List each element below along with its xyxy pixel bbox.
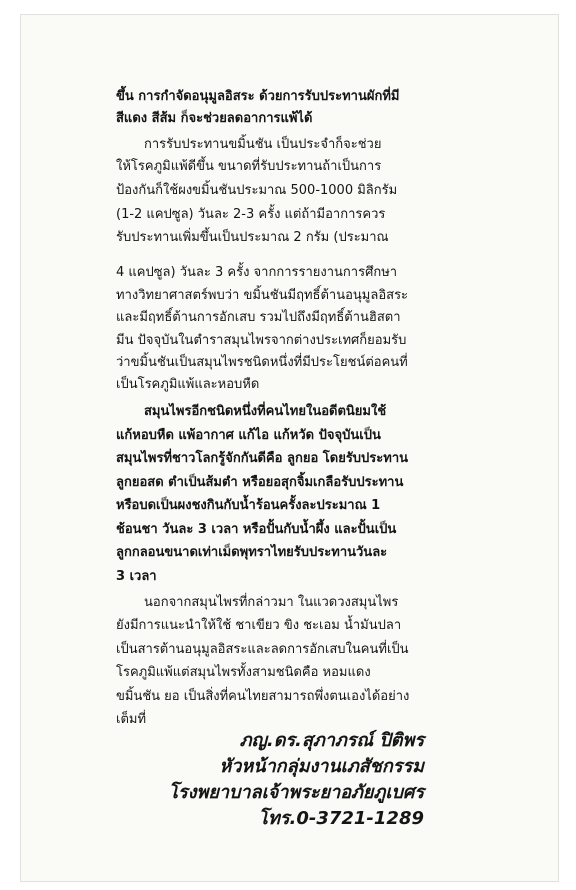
article-line: มีน ปัจจุบันในตำราสมุนไพรจากต่างประเทศก็ยอมรับ bbox=[116, 333, 407, 348]
article-line: (1-2 แคปซูล) วันละ 2-3 ครั้ง แต่ถ้ามีอาการควร bbox=[116, 207, 386, 222]
article-line: และมีฤทธิ์ต้านการอักเสบ รวมไปถึงมีฤทธิ์ต้านฮิสตา bbox=[116, 310, 401, 325]
article-line: แก้หอบหืด แพ้อากาศ แก้ไอ แก้หวัด ปัจจุบันเป็น bbox=[116, 428, 381, 443]
author-phone: โทร.0-3721-1289 bbox=[258, 808, 424, 829]
article-line: ช้อนชา วันละ 3 เวลา หรือปั้นกับน้ำผึ้ง และปั้นเป็น bbox=[116, 522, 397, 537]
article-line: หรือบดเป็นผงชงกินกับน้ำร้อนครั้งละประมาณ 1 bbox=[116, 498, 381, 513]
article-line: เป็นสารต้านอนุมูลอิสระและลดการอักเสบในคนที่เป็น bbox=[116, 642, 409, 657]
article-line: สมุนไพรที่ชาวโลกรู้จักกันดีคือ ลูกยอ โดยรับประทาน bbox=[116, 451, 409, 466]
article-line: 3 เวลา bbox=[116, 569, 157, 584]
article-line: รับประทานเพิ่มขึ้นเป็นประมาณ 2 กรัม (ประมาณ bbox=[116, 230, 389, 245]
article-line: ให้โรคภูมิแพ้ดีขึ้น ขนาดที่รับประทานถ้าเป็นการ bbox=[116, 159, 382, 174]
article-line: ลูกกลอนขนาดเท่าเม็ดพุทราไทยรับประทานวันละ bbox=[116, 545, 388, 560]
article-line: ลูกยอสด ตำเป็นส้มตำ หรือยอสุกจิ้มเกลือรับประทาน bbox=[116, 475, 404, 490]
article-line: โรคภูมิแพ้แต่สมุนไพรทั้งสามชนิดคือ หอมแดง bbox=[116, 665, 371, 680]
article-line: เป็นโรคภูมิแพ้และหอบหืด bbox=[116, 377, 260, 392]
article-line: นอกจากสมุนไพรที่กล่าวมา ในแวดวงสมุนไพร bbox=[144, 595, 399, 610]
article-line: เต็มที่ bbox=[116, 712, 147, 727]
article-line: สมุนไพรอีกชนิดหนึ่งที่คนไทยในอดีตนิยมใช้ bbox=[144, 404, 387, 419]
article-line: สีแดง สีส้ม ก็จะช่วยลดอาการแพ้ได้ bbox=[116, 111, 313, 126]
article-line: ขมิ้นชัน ยอ เป็นสิ่งที่คนไทยสามารถพึ่งตนเองได้อย่าง bbox=[116, 689, 410, 704]
article-line: ว่าขมิ้นชันเป็นสมุนไพรชนิดหนึ่งที่มีประโยชน์ต่อคนที่ bbox=[116, 355, 408, 370]
article-line: ทางวิทยาศาสตร์พบว่า ขมิ้นชันมีฤทธิ์ต้านอนุมูลอิสระ bbox=[116, 288, 409, 303]
author-name: ภญ.ดร.สุภาภรณ์ ปิติพร bbox=[239, 730, 424, 751]
article-line: ขึ้น การกำจัดอนุมูลอิสระ ด้วยการรับประทานผักที่มี bbox=[116, 89, 400, 104]
article-line: 4 แคปซูล) วันละ 3 ครั้ง จากการรายงานการศึกษา bbox=[116, 265, 398, 280]
article-line: ป้องกันก็ใช้ผงขมิ้นชันประมาณ 500-1000 มิลิกรัม bbox=[116, 183, 398, 198]
article-line: การรับประทานขมิ้นชัน เป็นประจำก็จะช่วย bbox=[144, 137, 382, 152]
author-hospital: โรงพยาบาลเจ้าพระยาอภัยภูเบศร bbox=[168, 782, 424, 803]
author-position: หัวหน้ากลุ่มงานเภสัชกรรม bbox=[219, 756, 424, 777]
article-line: ยังมีการแนะนำให้ใช้ ชาเขียว ขิง ชะเอม น้ำมันปลา bbox=[116, 618, 402, 633]
